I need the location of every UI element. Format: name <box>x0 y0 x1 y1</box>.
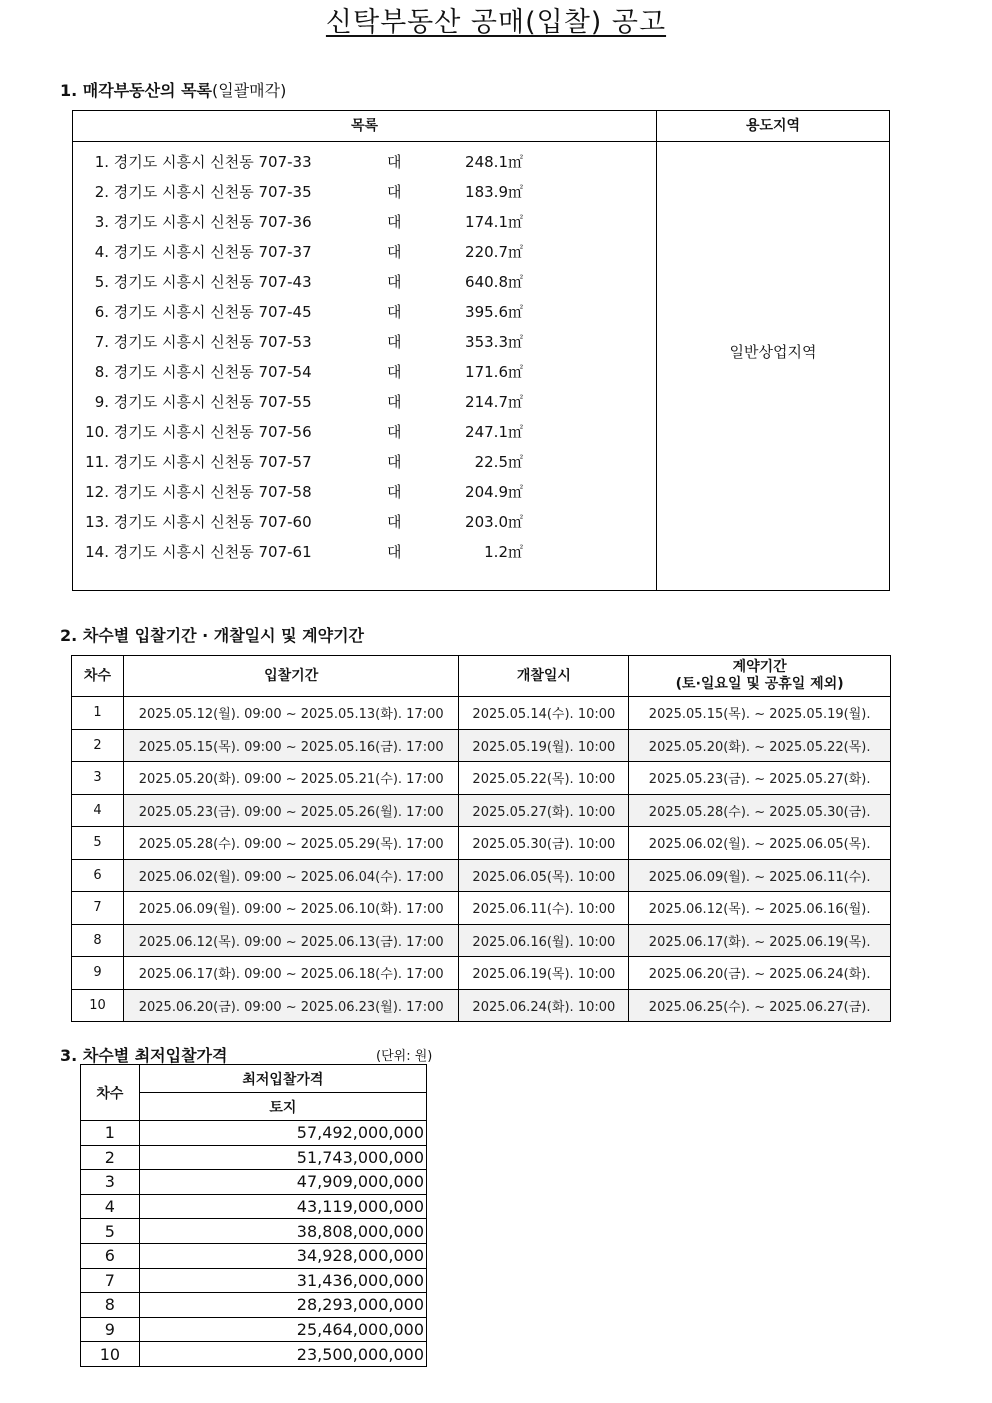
price-cell: 51,743,000,000 <box>139 1145 426 1170</box>
price-row <box>81 1145 427 1170</box>
lot-use: 대 <box>387 273 402 291</box>
lot-number: 1. <box>94 153 109 171</box>
lot-row <box>73 541 656 571</box>
page-title: 신탁부동산 공매(입찰) 공고 <box>325 7 667 38</box>
price-cell: 31,436,000,000 <box>139 1268 426 1293</box>
round-cell: 8 <box>72 924 124 957</box>
contract-period-cell: 2025.05.28(수). ~ 2025.05.30(금). <box>629 794 891 827</box>
round-cell: 9 <box>81 1317 140 1342</box>
section1-title-note: (일괄매각) <box>212 81 287 100</box>
lot-address <box>81 271 351 292</box>
zone-cell: 일반상업지역 <box>729 343 817 361</box>
round-cell: 7 <box>81 1268 140 1293</box>
lot-area: 214.7㎡ <box>465 393 523 411</box>
lot-row <box>73 331 656 361</box>
lot-address-text: 경기도 시흥시 신천동 707-55 <box>113 393 312 411</box>
lot-number: 6. <box>94 303 109 321</box>
bid-period-cell: 2025.06.20(금). 09:00 ~ 2025.06.23(월). 17:00 <box>123 989 459 1022</box>
price-cell: 47,909,000,000 <box>139 1170 426 1195</box>
lot-row <box>73 481 656 511</box>
schedule-row <box>72 924 891 957</box>
contract-period-cell: 2025.06.17(화). ~ 2025.06.19(목). <box>629 924 891 957</box>
header-contract-line2: (토·일요일 및 공휴일 제외) <box>675 676 844 692</box>
lot-row <box>73 151 656 181</box>
round-cell: 10 <box>81 1342 140 1367</box>
price-cell: 25,464,000,000 <box>139 1317 426 1342</box>
price-row <box>81 1268 427 1293</box>
lot-row <box>73 391 656 421</box>
price-row <box>81 1243 427 1268</box>
lot-use: 대 <box>387 543 402 561</box>
round-cell: 5 <box>81 1219 140 1244</box>
lot-use: 대 <box>387 153 402 171</box>
lot-use: 대 <box>387 513 402 531</box>
price-cell: 28,293,000,000 <box>139 1293 426 1318</box>
lot-use: 대 <box>387 483 402 501</box>
bid-period-cell: 2025.06.02(월). 09:00 ~ 2025.06.04(수). 17:00 <box>123 859 459 892</box>
open-time-cell: 2025.05.14(수). 10:00 <box>459 697 629 730</box>
lot-address <box>81 481 351 502</box>
round-cell: 6 <box>72 859 124 892</box>
price-row <box>81 1342 427 1367</box>
header-round: 차수 <box>72 656 124 697</box>
schedule-row <box>72 859 891 892</box>
contract-period-cell: 2025.06.25(수). ~ 2025.06.27(금). <box>629 989 891 1022</box>
schedule-row <box>72 827 891 860</box>
lot-number: 9. <box>94 393 109 411</box>
price-row <box>81 1121 427 1146</box>
lot-address-text: 경기도 시흥시 신천동 707-36 <box>113 213 312 231</box>
round-cell: 4 <box>81 1194 140 1219</box>
open-time-cell: 2025.06.24(화). 10:00 <box>459 989 629 1022</box>
lot-area: 1.2㎡ <box>484 543 523 561</box>
lot-address-text: 경기도 시흥시 신천동 707-37 <box>113 243 312 261</box>
header-contract-period <box>629 656 891 697</box>
lot-number: 3. <box>94 213 109 231</box>
header-list: 목록 <box>73 111 656 142</box>
round-cell: 3 <box>81 1170 140 1195</box>
lot-address-text: 경기도 시흥시 신천동 707-35 <box>113 183 312 201</box>
lot-address <box>81 301 351 322</box>
lot-address-text: 경기도 시흥시 신천동 707-61 <box>113 543 312 561</box>
lot-use: 대 <box>387 423 402 441</box>
lot-number: 2. <box>94 183 109 201</box>
lot-area: 640.8㎡ <box>465 273 523 291</box>
lot-address <box>81 211 351 232</box>
schedule-row <box>72 697 891 730</box>
lot-address-text: 경기도 시흥시 신천동 707-33 <box>113 153 312 171</box>
price-cell: 38,808,000,000 <box>139 1219 426 1244</box>
header-open-time: 개찰일시 <box>459 656 629 697</box>
lot-use: 대 <box>387 453 402 471</box>
open-time-cell: 2025.05.30(금). 10:00 <box>459 827 629 860</box>
lot-address-text: 경기도 시흥시 신천동 707-43 <box>113 273 312 291</box>
lot-area: 174.1㎡ <box>465 213 523 231</box>
lot-number: 12. <box>85 483 109 501</box>
lot-number: 4. <box>94 243 109 261</box>
open-time-cell: 2025.06.11(수). 10:00 <box>459 892 629 925</box>
round-cell: 2 <box>72 729 124 762</box>
round-cell: 9 <box>72 957 124 990</box>
lot-row <box>73 271 656 301</box>
header-contract-line1: 계약기간 <box>732 659 787 675</box>
lot-address-text: 경기도 시흥시 신천동 707-53 <box>113 333 312 351</box>
contract-period-cell: 2025.06.20(금). ~ 2025.06.24(화). <box>629 957 891 990</box>
lot-row <box>73 451 656 481</box>
round-cell: 8 <box>81 1293 140 1318</box>
price-cell: 23,500,000,000 <box>139 1342 426 1367</box>
lot-use: 대 <box>387 303 402 321</box>
lot-address-text: 경기도 시흥시 신천동 707-45 <box>113 303 312 321</box>
unit-note: (단위: 원) <box>376 1049 433 1064</box>
round-cell: 1 <box>72 697 124 730</box>
open-time-cell: 2025.06.19(목). 10:00 <box>459 957 629 990</box>
bid-period-cell: 2025.05.23(금). 09:00 ~ 2025.05.26(월). 17:00 <box>123 794 459 827</box>
open-time-cell: 2025.06.05(목). 10:00 <box>459 859 629 892</box>
round-cell: 10 <box>72 989 124 1022</box>
section3-title: 3. 차수별 최저입찰가격 <box>60 1046 228 1065</box>
round-cell: 6 <box>81 1243 140 1268</box>
lot-address-text: 경기도 시흥시 신천동 707-54 <box>113 363 312 381</box>
lot-address-text: 경기도 시흥시 신천동 707-56 <box>113 423 312 441</box>
open-time-cell: 2025.05.27(화). 10:00 <box>459 794 629 827</box>
contract-period-cell: 2025.06.09(월). ~ 2025.06.11(수). <box>629 859 891 892</box>
lot-address <box>81 241 351 262</box>
round-cell: 4 <box>72 794 124 827</box>
lot-address-text: 경기도 시흥시 신천동 707-57 <box>113 453 312 471</box>
lot-address <box>81 451 351 472</box>
lot-address <box>81 391 351 412</box>
price-row <box>81 1317 427 1342</box>
header-zone: 용도지역 <box>657 111 889 142</box>
round-cell: 5 <box>72 827 124 860</box>
schedule-table <box>71 655 891 1022</box>
lot-row <box>73 421 656 451</box>
header-round: 차수 <box>81 1065 140 1121</box>
lot-area: 183.9㎡ <box>465 183 523 201</box>
header-bid-period: 입찰기간 <box>123 656 459 697</box>
open-time-cell: 2025.05.19(월). 10:00 <box>459 729 629 762</box>
lot-address <box>81 421 351 442</box>
lot-address <box>81 511 351 532</box>
section2-title: 2. 차수별 입찰기간 · 개찰일시 및 계약기간 <box>60 626 365 645</box>
lot-address <box>81 331 351 352</box>
lot-use: 대 <box>387 243 402 261</box>
bid-period-cell: 2025.06.12(목). 09:00 ~ 2025.06.13(금). 17:00 <box>123 924 459 957</box>
price-row <box>81 1293 427 1318</box>
lot-address-text: 경기도 시흥시 신천동 707-58 <box>113 483 312 501</box>
contract-period-cell: 2025.06.02(월). ~ 2025.06.05(목). <box>629 827 891 860</box>
lot-address-text: 경기도 시흥시 신천동 707-60 <box>113 513 312 531</box>
open-time-cell: 2025.05.22(목). 10:00 <box>459 762 629 795</box>
property-list-table <box>72 110 890 591</box>
schedule-row <box>72 989 891 1022</box>
round-cell: 2 <box>81 1145 140 1170</box>
lot-address <box>81 541 351 562</box>
contract-period-cell: 2025.06.12(목). ~ 2025.06.16(월). <box>629 892 891 925</box>
header-land: 토지 <box>139 1093 426 1121</box>
lot-number: 5. <box>94 273 109 291</box>
round-cell: 7 <box>72 892 124 925</box>
lot-number: 11. <box>85 453 109 471</box>
lot-area: 220.7㎡ <box>465 243 523 261</box>
lot-use: 대 <box>387 213 402 231</box>
section1-title-main: 1. 매각부동산의 목록 <box>60 81 212 100</box>
lot-address <box>81 151 351 172</box>
lot-address <box>81 181 351 202</box>
price-row <box>81 1219 427 1244</box>
bid-period-cell: 2025.06.17(화). 09:00 ~ 2025.06.18(수). 17:00 <box>123 957 459 990</box>
bid-period-cell: 2025.05.12(월). 09:00 ~ 2025.05.13(화). 17:00 <box>123 697 459 730</box>
lot-row <box>73 361 656 391</box>
round-cell: 1 <box>81 1121 140 1146</box>
lot-use: 대 <box>387 393 402 411</box>
price-cell: 57,492,000,000 <box>139 1121 426 1146</box>
header-min-price: 최저입찰가격 <box>139 1065 426 1093</box>
lot-row <box>73 511 656 541</box>
round-cell: 3 <box>72 762 124 795</box>
contract-period-cell: 2025.05.15(목). ~ 2025.05.19(월). <box>629 697 891 730</box>
open-time-cell: 2025.06.16(월). 10:00 <box>459 924 629 957</box>
lot-address <box>81 361 351 382</box>
lot-area: 353.3㎡ <box>465 333 523 351</box>
lot-number: 10. <box>85 423 109 441</box>
lot-use: 대 <box>387 333 402 351</box>
lot-number: 13. <box>85 513 109 531</box>
lot-number: 8. <box>94 363 109 381</box>
bid-period-cell: 2025.05.28(수). 09:00 ~ 2025.05.29(목). 17:00 <box>123 827 459 860</box>
schedule-row <box>72 957 891 990</box>
schedule-row <box>72 794 891 827</box>
lot-row <box>73 211 656 241</box>
lot-area: 22.5㎡ <box>474 453 523 471</box>
contract-period-cell: 2025.05.23(금). ~ 2025.05.27(화). <box>629 762 891 795</box>
price-cell: 43,119,000,000 <box>139 1194 426 1219</box>
lot-area: 203.0㎡ <box>465 513 523 531</box>
schedule-row <box>72 729 891 762</box>
lot-area: 247.1㎡ <box>465 423 523 441</box>
schedule-row <box>72 892 891 925</box>
lot-row <box>73 301 656 331</box>
lot-use: 대 <box>387 183 402 201</box>
lot-area: 204.9㎡ <box>465 483 523 501</box>
lot-use: 대 <box>387 363 402 381</box>
contract-period-cell: 2025.05.20(화). ~ 2025.05.22(목). <box>629 729 891 762</box>
bid-period-cell: 2025.05.15(목). 09:00 ~ 2025.05.16(금). 17:00 <box>123 729 459 762</box>
bid-period-cell: 2025.06.09(월). 09:00 ~ 2025.06.10(화). 17:00 <box>123 892 459 925</box>
section1-title <box>60 78 286 101</box>
lot-row <box>73 241 656 271</box>
lot-area: 171.6㎡ <box>465 363 523 381</box>
lot-number: 14. <box>85 543 109 561</box>
bid-period-cell: 2025.05.20(화). 09:00 ~ 2025.05.21(수). 17:00 <box>123 762 459 795</box>
price-cell: 34,928,000,000 <box>139 1243 426 1268</box>
min-price-table <box>80 1064 427 1367</box>
lot-area: 395.6㎡ <box>465 303 523 321</box>
lot-row <box>73 181 656 211</box>
price-row <box>81 1194 427 1219</box>
schedule-row <box>72 762 891 795</box>
lot-number: 7. <box>94 333 109 351</box>
price-row <box>81 1170 427 1195</box>
lot-area: 248.1㎡ <box>465 153 523 171</box>
